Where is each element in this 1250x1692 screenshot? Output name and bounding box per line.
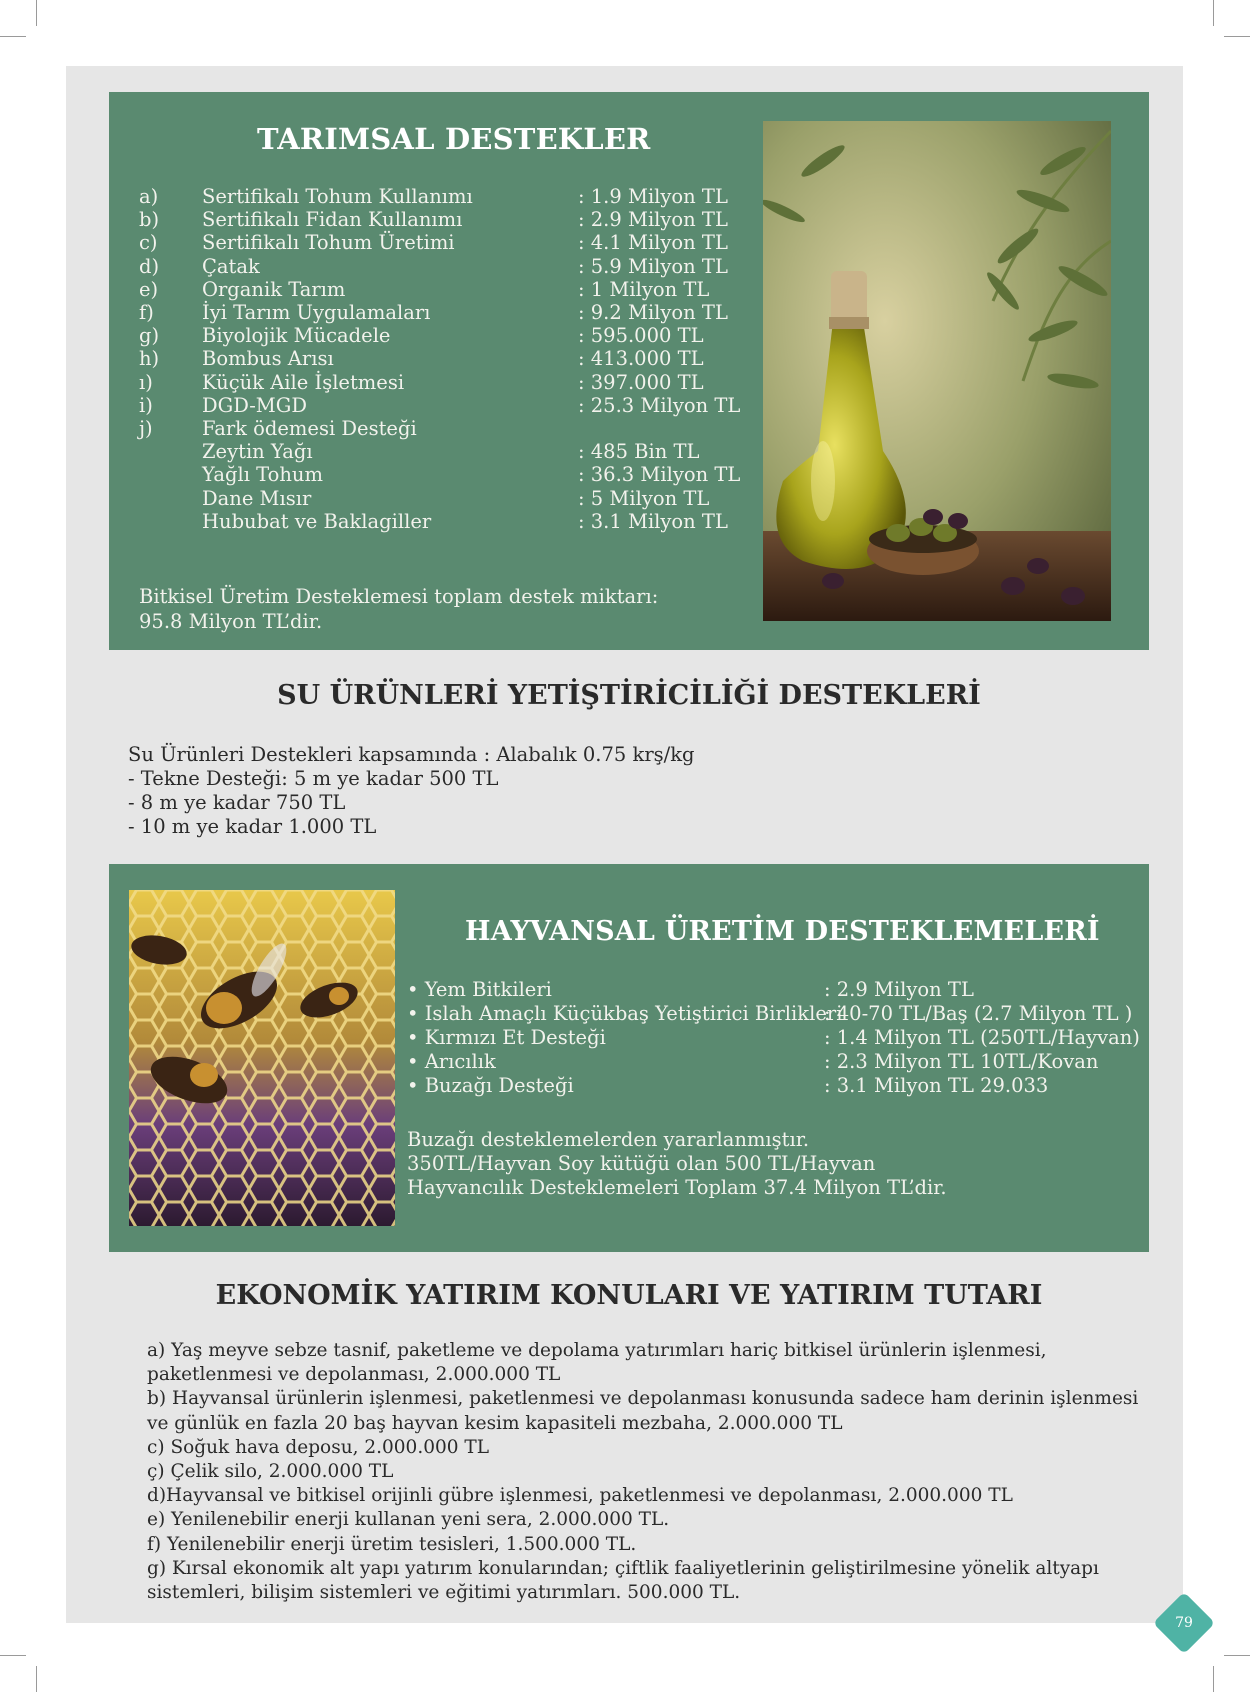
support-value: : 5 Milyon TL (578, 486, 710, 510)
su-urunleri-line: - 8 m ye kadar 750 TL (128, 791, 346, 814)
tarimsal-list (139, 184, 759, 564)
livestock-value: : 1.4 Milyon TL (250TL/Hayvan) (824, 1026, 1140, 1049)
honeycomb-bees-photo (129, 890, 395, 1226)
investment-line: g) Kırsal ekonomik alt yapı yatırım konularından; çiftlik faaliyetlerinin geliştirilmesine yönelik altyapı (147, 1557, 1099, 1579)
support-row (139, 416, 759, 441)
crop-mark (1213, 1666, 1214, 1692)
livestock-note: Hayvancılık Desteklemeleri Toplam 37.4 Milyon TL’dir. (407, 1176, 947, 1199)
su-urunleri-line: - Tekne Desteği: 5 m ye kadar 500 TL (128, 767, 499, 790)
livestock-value: : 2.3 Milyon TL 10TL/Kovan (824, 1050, 1099, 1073)
su-urunleri-line: - 10 m ye kadar 1.000 TL (128, 815, 377, 838)
support-name: Bombus Arısı (202, 347, 334, 371)
support-name: Hububat ve Baklagiller (202, 509, 432, 533)
support-name: İyi Tarım Uygulamaları (202, 301, 431, 324)
support-row (139, 486, 759, 511)
support-value: : 25.3 Milyon TL (578, 393, 741, 417)
support-row (139, 207, 759, 232)
support-name: Sertifikalı Tohum Kullanımı (202, 185, 473, 208)
support-row (139, 254, 759, 279)
support-letter: h) (139, 347, 160, 371)
livestock-name: • Islah Amaçlı Küçükbaş Yetiştirici Birlikleri (407, 1002, 843, 1025)
support-value: : 485 Bin TL (578, 440, 700, 464)
livestock-row (407, 1049, 1137, 1074)
support-name: DGD-MGD (202, 393, 307, 417)
support-row (139, 230, 759, 255)
investment-line: a) Yaş meyve sebze tasnif, paketleme ve depolama yatırımları hariç bitkisel ürünlerin işlenmesi, (147, 1340, 1047, 1361)
support-letter: ı) (139, 370, 153, 394)
support-row (139, 462, 759, 487)
livestock-row (407, 977, 1137, 1002)
support-name: Biyolojik Mücadele (202, 324, 391, 348)
support-letter: g) (139, 324, 160, 348)
support-name: Sertifikalı Tohum Üretimi (202, 231, 455, 255)
support-letter: e) (139, 277, 159, 301)
support-value: : 36.3 Milyon TL (578, 463, 741, 487)
support-name: Organik Tarım (202, 277, 346, 301)
support-row (139, 300, 759, 325)
livestock-note: 350TL/Hayvan Soy kütüğü olan 500 TL/Hayvan (407, 1152, 876, 1175)
crop-mark (1224, 36, 1250, 37)
support-letter: c) (139, 231, 158, 255)
livestock-name: • Buzağı Desteği (407, 1074, 574, 1097)
ekonomik-title: EKONOMİK YATIRIM KONULARI VE YATIRIM TUTARI (215, 1280, 1043, 1311)
investment-line: sistemleri, bilişim sistemleri ve eğitimi yatırımları. 500.000 TL. (147, 1582, 741, 1603)
livestock-value: : 3.1 Milyon TL 29.033 (824, 1074, 1049, 1097)
crop-mark (1224, 1655, 1250, 1656)
support-value: : 9.2 Milyon TL (578, 301, 728, 324)
support-value: : 4.1 Milyon TL (578, 231, 728, 255)
investment-line: paketlenmesi ve depolanması, 2.000.000 TL (147, 1364, 561, 1386)
support-value: : 2.9 Milyon TL (578, 208, 728, 232)
support-value: : 413.000 TL (578, 347, 704, 371)
tarimsal-summary-1: Bitkisel Üretim Desteklemesi toplam destek miktarı: (139, 585, 659, 608)
support-value: : 5.9 Milyon TL (578, 254, 728, 278)
support-row (139, 346, 759, 371)
support-letter: i) (139, 393, 153, 417)
support-letter: j) (139, 417, 153, 440)
investment-line: b) Hayvansal ürünlerin işlenmesi, paketlenmesi ve depolanması konusunda sadece ham derinin işlenmesi (147, 1388, 1139, 1410)
livestock-name: • Kırmızı Et Desteği (407, 1026, 606, 1049)
support-letter: d) (139, 254, 160, 278)
support-row (139, 184, 759, 209)
investment-line: d)Hayvansal ve bitkisel orijinli gübre işlenmesi, paketlenmesi ve depolanması, 2.000.000 TL (147, 1485, 1013, 1507)
su-urunleri-lines (128, 742, 1028, 846)
support-name: Çatak (202, 254, 260, 278)
support-letter: f) (139, 301, 154, 324)
support-name: Küçük Aile İşletmesi (202, 370, 405, 394)
tarimsal-box (109, 92, 1149, 650)
investment-line: e) Yenilenebilir enerji kullanan yeni sera, 2.000.000 TL. (147, 1509, 670, 1531)
crop-mark (1213, 0, 1214, 26)
support-row (139, 439, 759, 464)
su-urunleri-line: Su Ürünleri Destekleri kapsamında : Alabalık 0.75 krş/kg (128, 743, 695, 766)
investment-line: ç) Çelik silo, 2.000.000 TL (147, 1461, 394, 1482)
tarimsal-summary-2: 95.8 Milyon TL’dir. (139, 610, 323, 633)
hayvansal-title: HAYVANSAL ÜRETİM DESTEKLEMELERİ (465, 916, 1100, 947)
support-name: Fark ödemesi Desteği (202, 417, 417, 440)
tarimsal-title: TARIMSAL DESTEKLER (257, 122, 651, 156)
support-letter: b) (139, 208, 160, 232)
crop-mark (0, 36, 26, 37)
crop-mark (36, 0, 37, 26)
livestock-name: • Yem Bitkileri (407, 978, 552, 1001)
su-urunleri-title: SU ÜRÜNLERİ YETİŞTİRİCİLİĞİ DESTEKLERİ (277, 680, 981, 711)
support-value: : 1.9 Milyon TL (578, 185, 728, 208)
hayvansal-list (407, 977, 1140, 1107)
livestock-row (407, 1001, 1137, 1026)
livestock-value: : 40-70 TL/Baş (2.7 Milyon TL ) (824, 1002, 1133, 1025)
livestock-row (407, 1073, 1137, 1098)
ekonomik-lines (147, 1338, 1147, 1618)
page-number: 79 (1175, 1615, 1193, 1631)
crop-mark (36, 1666, 37, 1692)
investment-line: c) Soğuk hava deposu, 2.000.000 TL (147, 1436, 490, 1458)
support-letter: a) (139, 185, 159, 208)
olive-oil-photo (763, 121, 1111, 621)
livestock-note: Buzağı desteklemelerden yararlanmıştır. (407, 1128, 810, 1151)
support-name: Zeytin Yağı (202, 440, 313, 464)
support-value: : 595.000 TL (578, 324, 704, 348)
support-name: Sertifikalı Fidan Kullanımı (202, 208, 463, 232)
hayvansal-notes (407, 1127, 1137, 1207)
support-row (139, 393, 759, 418)
support-row (139, 323, 759, 348)
page-number-badge (1153, 1592, 1215, 1654)
crop-mark (0, 1655, 26, 1656)
support-value: : 397.000 TL (578, 370, 704, 394)
livestock-name: • Arıcılık (407, 1050, 496, 1073)
support-row (139, 370, 759, 395)
support-name: Dane Mısır (202, 486, 312, 510)
support-row (139, 509, 759, 534)
livestock-row (407, 1025, 1140, 1050)
investment-line: f) Yenilenebilir enerji üretim tesisleri, 1.500.000 TL. (147, 1533, 637, 1555)
livestock-value: : 2.9 Milyon TL (824, 978, 974, 1001)
support-name: Yağlı Tohum (202, 463, 323, 487)
support-value: : 1 Milyon TL (578, 277, 710, 301)
support-value: : 3.1 Milyon TL (578, 509, 728, 533)
support-row (139, 277, 759, 302)
hayvansal-box (109, 864, 1149, 1252)
investment-line: ve günlük en fazla 20 baş hayvan kesim kapasiteli mezbaha, 2.000.000 TL (147, 1412, 843, 1434)
